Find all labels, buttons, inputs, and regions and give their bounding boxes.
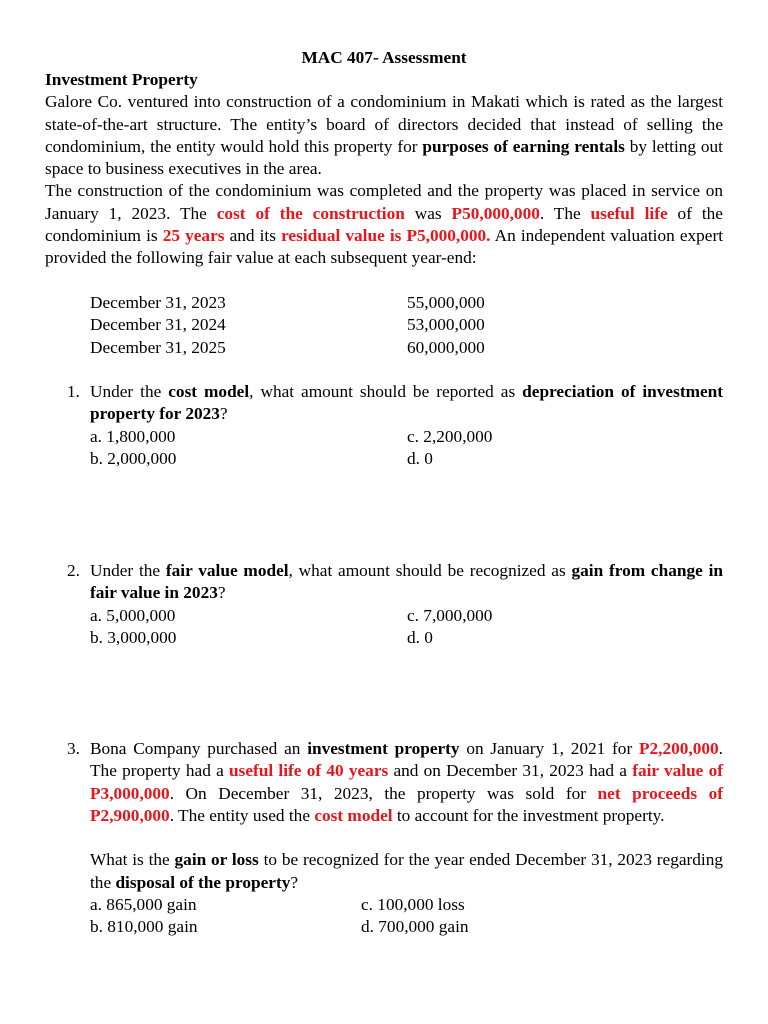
text-bold: cost model <box>168 382 250 401</box>
fair-value-amount: 53,000,000 <box>407 315 485 335</box>
text-highlight: fair value of P3,000,000 <box>90 761 723 803</box>
text: on January 1, 2021 for <box>459 739 639 758</box>
question-number: 3. <box>67 739 80 758</box>
option-a[interactable]: a. 865,000 gain <box>90 895 197 915</box>
text: ? <box>217 583 226 603</box>
option-c[interactable]: c. 100,000 loss <box>361 895 465 915</box>
text-bold: gain from change in fair value in 2023 <box>90 561 723 603</box>
text: Under the <box>90 561 166 580</box>
question-3 <box>67 738 723 939</box>
option-d[interactable]: d. 0 <box>407 448 433 468</box>
option-b[interactable]: b. 810,000 gain <box>90 917 198 937</box>
fair-value-row <box>90 292 530 314</box>
text-highlight: useful life of 40 years <box>229 761 389 781</box>
question-number: 2. <box>67 561 80 580</box>
text: , what amount should be recognized as <box>288 561 572 580</box>
fair-value-table <box>90 292 530 359</box>
text-bold: purposes of earning rentals <box>422 136 625 156</box>
text: to be recognized for the year ended December 31, 2023 regarding the <box>90 850 723 892</box>
text: Bona Company purchased an <box>90 739 308 758</box>
question-text <box>90 381 723 426</box>
text-highlight: cost of the construction <box>216 203 405 223</box>
text: was <box>404 203 452 223</box>
option-a[interactable]: a. 1,800,000 <box>90 426 176 446</box>
fair-value-date: December 31, 2023 <box>90 293 226 312</box>
answer-options <box>90 426 723 471</box>
option-d[interactable]: d. 700,000 gain <box>361 917 469 937</box>
text-highlight: P2,200,000 <box>638 739 719 758</box>
answer-options <box>90 894 723 939</box>
intro-paragraph-2 <box>45 180 723 269</box>
text: An independent valuation expert provided the following fair value at each subsequent year-end: <box>45 226 723 268</box>
text: , what amount should be reported as <box>249 382 523 401</box>
fair-value-date: December 31, 2024 <box>90 315 226 335</box>
text: The construction of the condominium was completed and the property was placed in service on January 1, 2023. The <box>45 181 723 223</box>
blank-line <box>67 827 723 849</box>
text-highlight: P50,000,000 <box>451 203 540 223</box>
text-bold: fair value model <box>165 561 289 580</box>
text-bold: investment property <box>307 739 460 758</box>
text: . The property had a <box>90 739 723 781</box>
option-a[interactable]: a. 5,000,000 <box>90 605 176 625</box>
text-bold: depreciation of investment property for 2023 <box>90 382 724 424</box>
text-highlight: net proceeds of P2,900,000 <box>90 783 724 825</box>
section-heading: Investment Property <box>45 70 198 89</box>
question-2 <box>67 560 723 649</box>
text: and its <box>224 226 282 246</box>
text-highlight: 25 years <box>162 226 225 246</box>
question-number: 1. <box>67 382 80 401</box>
text-bold: disposal of the property <box>115 872 291 892</box>
text: and on December 31, 2023 had a <box>388 761 633 781</box>
fair-value-date: December 31, 2025 <box>90 337 226 357</box>
option-b[interactable]: b. 2,000,000 <box>90 448 177 468</box>
text: to account for the investment property. <box>392 805 665 825</box>
text: of the condominium is <box>45 203 723 246</box>
text-highlight: cost model <box>314 805 393 825</box>
intro-paragraph-1 <box>45 91 723 180</box>
option-c[interactable]: c. 7,000,000 <box>407 605 493 625</box>
option-b[interactable]: b. 3,000,000 <box>90 627 177 647</box>
text: by letting out space to business executives in the area. <box>45 136 723 179</box>
question-text <box>90 560 723 605</box>
text: . The <box>539 203 591 223</box>
text-highlight: residual value is P5,000,000. <box>281 226 491 246</box>
question-sub-text <box>90 849 723 894</box>
text: . The entity used the <box>169 805 315 825</box>
option-d[interactable]: d. 0 <box>407 627 433 647</box>
answer-options <box>90 605 723 650</box>
fair-value-row <box>90 337 530 359</box>
option-c[interactable]: c. 2,200,000 <box>407 426 493 446</box>
question-1 <box>67 381 723 470</box>
fair-value-row <box>90 314 530 336</box>
text: Under the <box>90 382 169 401</box>
text: . On December 31, 2023, the property was sold for <box>169 783 598 803</box>
fair-value-amount: 60,000,000 <box>407 337 485 357</box>
text-bold: gain or loss <box>174 850 259 870</box>
text: ? <box>290 872 299 892</box>
page-title: MAC 407- Assessment <box>301 48 467 67</box>
question-text <box>90 738 723 827</box>
fair-value-amount: 55,000,000 <box>407 293 485 312</box>
text-highlight: useful life <box>590 203 668 223</box>
intro-section <box>45 69 723 270</box>
text: What is the <box>90 850 175 870</box>
text: Galore Co. ventured into construction of a condominium in Makati which is rated as the largest state-of-the-art structure. The entity’s board of directors decided that instead of selling the condominium, the entity would hold this property for <box>45 92 723 156</box>
text: ? <box>219 404 228 424</box>
